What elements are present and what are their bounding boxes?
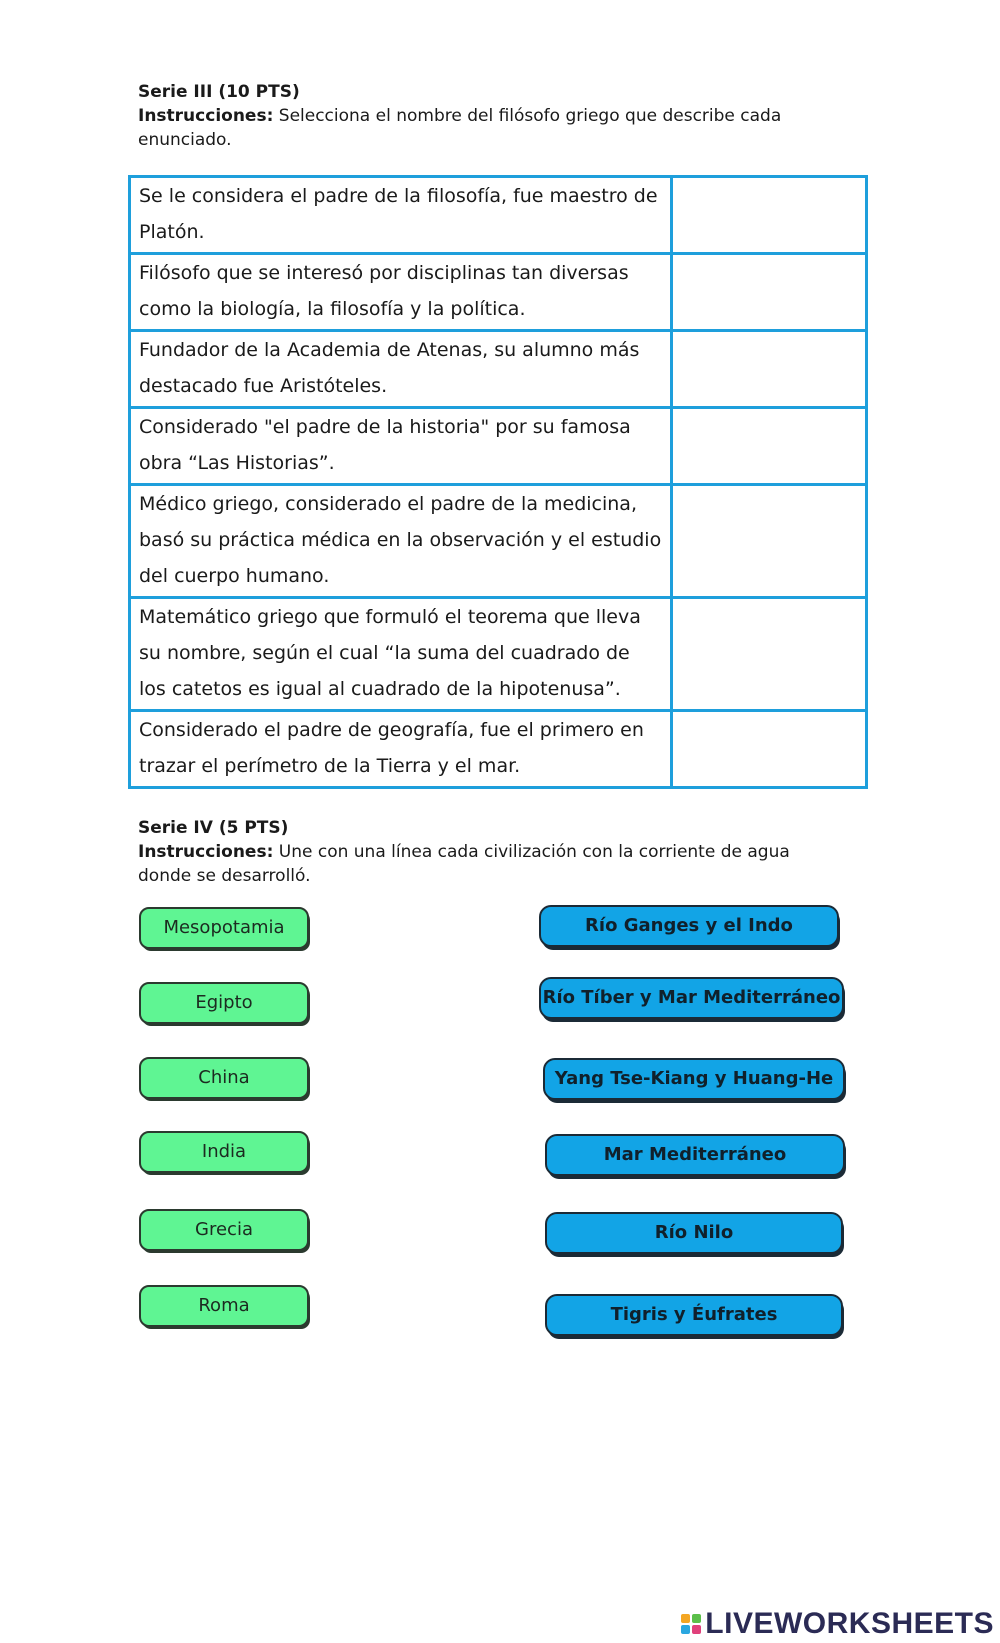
civilization-item[interactable]: India bbox=[139, 1131, 309, 1173]
civilization-item[interactable]: Grecia bbox=[139, 1209, 309, 1251]
question-row bbox=[130, 485, 867, 598]
question-text: Fundador de la Academia de Atenas, su alumno más destacado fue Aristóteles. bbox=[130, 331, 672, 408]
question-text: Considerado el padre de geografía, fue el primero en trazar el perímetro de la Tierra y el mar. bbox=[130, 711, 672, 788]
answer-input[interactable] bbox=[673, 712, 865, 772]
serie-3-title: Serie III (10 PTS) bbox=[138, 82, 300, 102]
serie-3-instructions bbox=[138, 104, 838, 152]
question-row bbox=[130, 331, 867, 408]
instructions-text: Une con una línea cada civilización con la corriente de agua donde se desarrolló. bbox=[138, 842, 790, 886]
water-item[interactable]: Río Nilo bbox=[545, 1212, 843, 1254]
serie-3-header bbox=[138, 80, 838, 152]
answer-cell bbox=[672, 177, 867, 254]
answer-input[interactable] bbox=[673, 486, 865, 546]
answer-input[interactable] bbox=[673, 332, 865, 392]
answer-input[interactable] bbox=[673, 255, 865, 315]
answer-input[interactable] bbox=[673, 409, 865, 469]
question-text: Médico griego, considerado el padre de la medicina, basó su práctica médica en la observación y el estudio del cuerpo humano. bbox=[130, 485, 672, 598]
brand-name: LIVEWORKSHEETS bbox=[705, 1607, 994, 1640]
instructions-label: Instrucciones: bbox=[138, 106, 274, 126]
water-item[interactable]: Río Ganges y el Indo bbox=[539, 905, 839, 947]
water-item[interactable]: Río Tíber y Mar Mediterráneo bbox=[539, 977, 844, 1019]
instructions-label: Instrucciones: bbox=[138, 842, 274, 862]
question-text: Considerado "el padre de la historia" por su famosa obra “Las Historias”. bbox=[130, 408, 672, 485]
civilization-item[interactable]: Mesopotamia bbox=[139, 907, 309, 949]
liveworksheets-logo-icon bbox=[681, 1614, 701, 1634]
water-item[interactable]: Mar Mediterráneo bbox=[545, 1134, 845, 1176]
serie-4-header bbox=[138, 816, 838, 888]
serie-4-instructions bbox=[138, 840, 838, 888]
answer-cell bbox=[672, 485, 867, 598]
instructions-text: Selecciona el nombre del filósofo griego que describe cada enunciado. bbox=[138, 106, 782, 150]
answer-cell bbox=[672, 408, 867, 485]
civilization-item[interactable]: Egipto bbox=[139, 982, 309, 1024]
question-row bbox=[130, 408, 867, 485]
answer-input[interactable] bbox=[673, 599, 865, 659]
water-item[interactable]: Tigris y Éufrates bbox=[545, 1294, 843, 1336]
answer-input[interactable] bbox=[673, 178, 865, 238]
question-text: Filósofo que se interesó por disciplinas tan diversas como la biología, la filosofía y la política. bbox=[130, 254, 672, 331]
question-row bbox=[130, 177, 867, 254]
answer-cell bbox=[672, 331, 867, 408]
philosophers-table bbox=[128, 175, 868, 789]
civilization-item[interactable]: China bbox=[139, 1057, 309, 1099]
serie-4-title: Serie IV (5 PTS) bbox=[138, 818, 289, 838]
question-row bbox=[130, 598, 867, 711]
answer-cell bbox=[672, 598, 867, 711]
answer-cell bbox=[672, 711, 867, 788]
question-row bbox=[130, 254, 867, 331]
question-text: Matemático griego que formuló el teorema que lleva su nombre, según el cual “la suma del cuadrado de los catetos es igual al cuadrado de la hipotenusa”. bbox=[130, 598, 672, 711]
civilization-item[interactable]: Roma bbox=[139, 1285, 309, 1327]
answer-cell bbox=[672, 254, 867, 331]
water-item[interactable]: Yang Tse-Kiang y Huang-He bbox=[543, 1058, 845, 1100]
question-text: Se le considera el padre de la filosofía, fue maestro de Platón. bbox=[130, 177, 672, 254]
liveworksheets-brand bbox=[681, 1609, 994, 1639]
question-row bbox=[130, 711, 867, 788]
